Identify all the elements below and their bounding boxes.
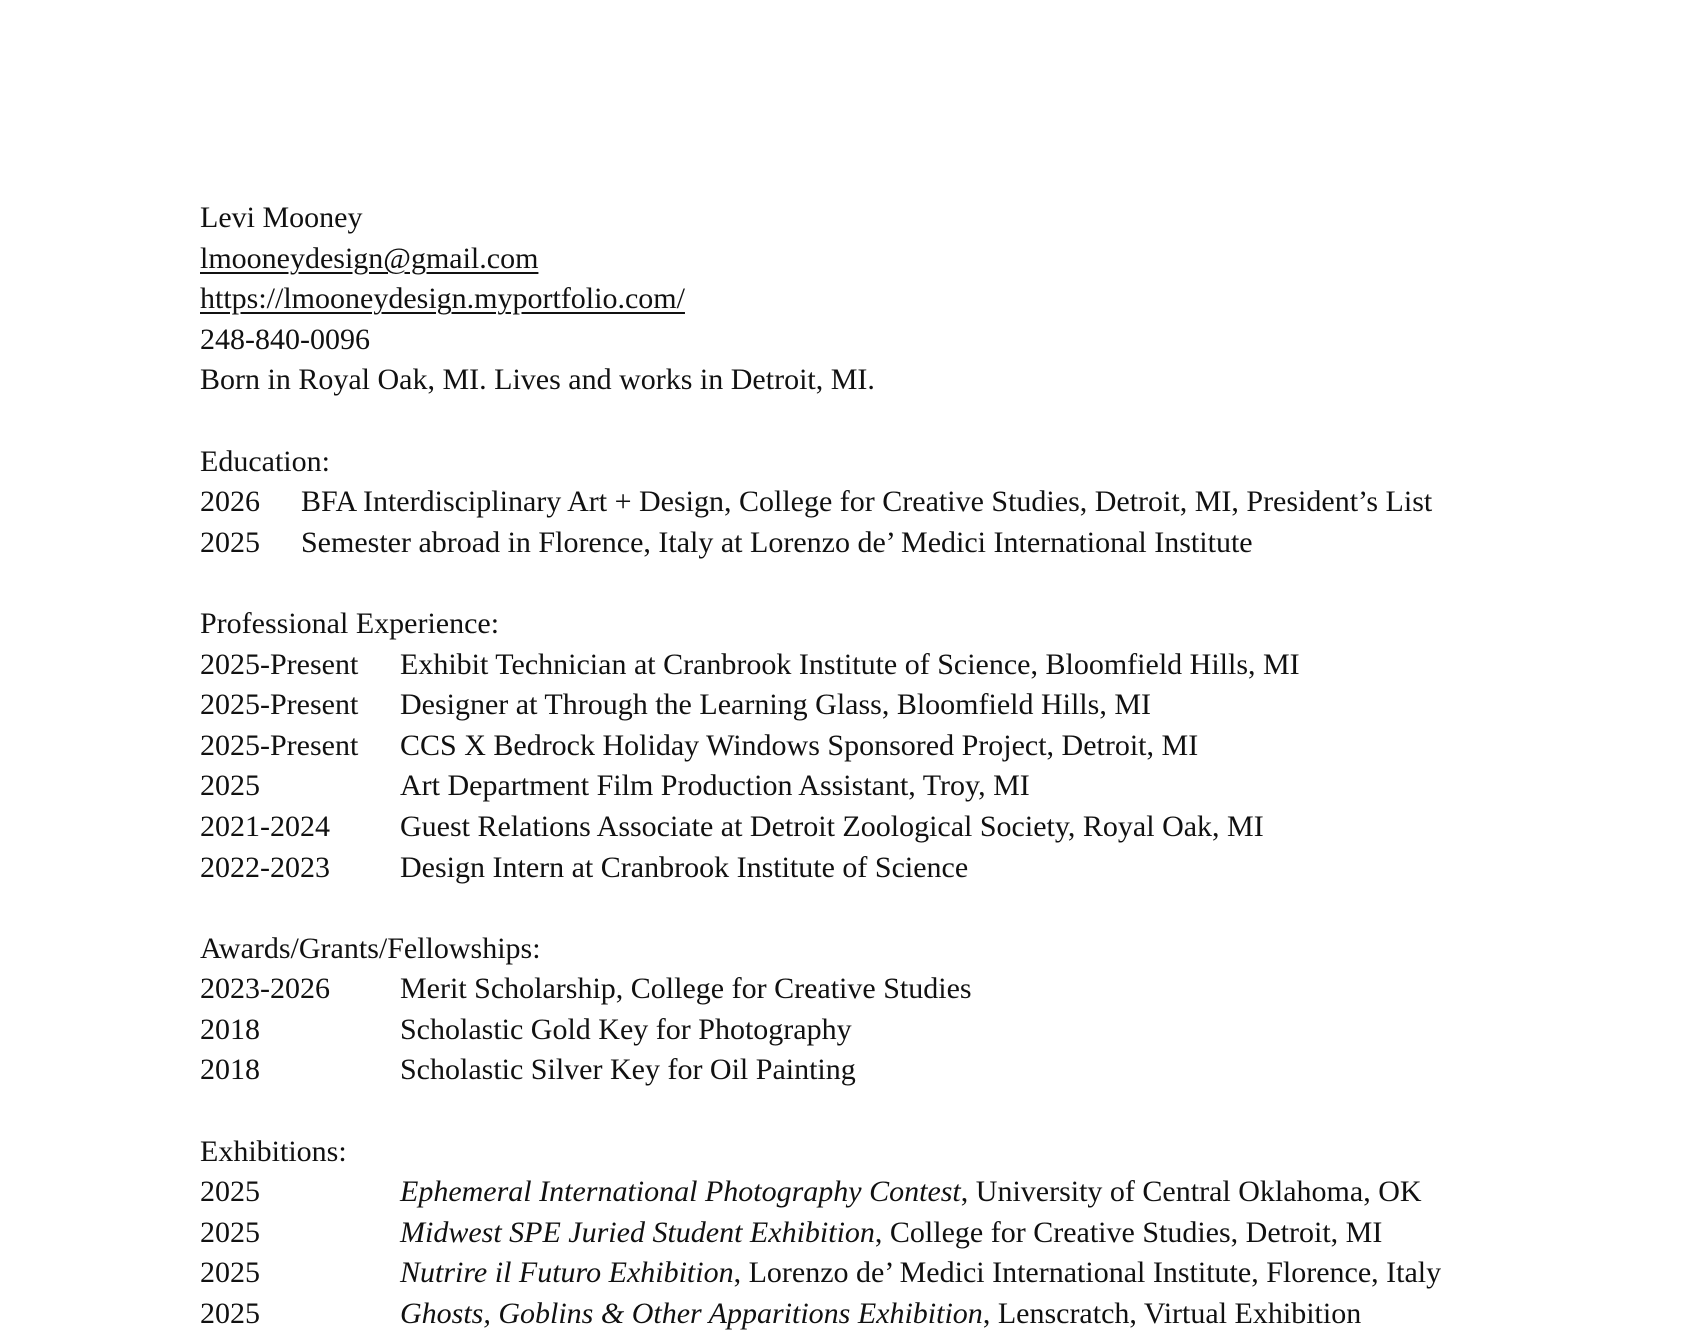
exhibition-venue: , Lorenzo de’ Medici International Institute, Florence, Italy bbox=[733, 1256, 1442, 1290]
contact-phone: 248-840-0096 bbox=[200, 322, 370, 356]
section-spacer bbox=[200, 1091, 1600, 1132]
entry-text bbox=[400, 1172, 1422, 1213]
entry-year: 2025 bbox=[200, 1175, 260, 1209]
experience-section bbox=[200, 604, 1600, 888]
entry-text: Exhibit Technician at Cranbrook Institute of Science, Bloomfield Hills, MI bbox=[400, 647, 1300, 681]
entry-year: 2022-2023 bbox=[200, 850, 330, 884]
experience-entry bbox=[200, 766, 1600, 807]
entry-year: 2025 bbox=[200, 525, 260, 559]
section-spacer bbox=[200, 888, 1600, 929]
entry-year: 2025 bbox=[200, 1297, 260, 1331]
exhibition-venue: , Lenscratch, Virtual Exhibition bbox=[982, 1297, 1362, 1331]
exhibition-venue: , University of Central Oklahoma, OK bbox=[960, 1175, 1422, 1209]
contact-website-line bbox=[200, 279, 1600, 320]
entry-text: Art Department Film Production Assistant, Troy, MI bbox=[400, 769, 1030, 803]
entry-text bbox=[400, 1213, 1382, 1254]
exhibition-title: Nutrire il Futuro Exhibition bbox=[400, 1256, 734, 1290]
entry-text: Semester abroad in Florence, Italy at Lorenzo de’ Medici International Institute bbox=[301, 525, 1253, 559]
exhibition-entry bbox=[200, 1253, 1600, 1294]
exhibition-venue: , College for Creative Studies, Detroit, MI bbox=[874, 1215, 1383, 1249]
entry-year: 2018 bbox=[200, 1012, 260, 1046]
exhibition-entry bbox=[200, 1213, 1600, 1254]
entry-text: Designer at Through the Learning Glass, Bloomfield Hills, MI bbox=[400, 688, 1151, 722]
entry-text bbox=[400, 1253, 1441, 1294]
entry-text: Scholastic Gold Key for Photography bbox=[400, 1012, 852, 1046]
entry-text: Merit Scholarship, College for Creative Studies bbox=[400, 972, 972, 1006]
entry-text: CCS X Bedrock Holiday Windows Sponsored Project, Detroit, MI bbox=[400, 728, 1199, 762]
entry-year: 2025 bbox=[200, 1215, 260, 1249]
entry-year: 2025-Present bbox=[200, 728, 359, 762]
entry-year: 2025-Present bbox=[200, 688, 359, 722]
exhibition-title: Ephemeral International Photography Contest bbox=[400, 1175, 961, 1209]
contact-email-line bbox=[200, 239, 1600, 280]
entry-text: Scholastic Silver Key for Oil Painting bbox=[400, 1053, 856, 1087]
contact-bio: Born in Royal Oak, MI. Lives and works in Detroit, MI. bbox=[200, 363, 875, 397]
entry-year: 2026 bbox=[200, 485, 260, 519]
website-link[interactable]: https://lmooneydesign.myportfolio.com/ bbox=[200, 282, 685, 316]
entry-year: 2021-2024 bbox=[200, 809, 330, 843]
experience-entry bbox=[200, 645, 1600, 686]
contact-name: Levi Mooney bbox=[200, 201, 363, 234]
exhibition-title: Ghosts, Goblins & Other Apparitions Exhibition bbox=[400, 1297, 983, 1331]
entry-year: 2025 bbox=[200, 769, 260, 803]
exhibitions-heading: Exhibitions: bbox=[200, 1134, 347, 1168]
award-entry bbox=[200, 1050, 1600, 1091]
entry-text: Guest Relations Associate at Detroit Zoological Society, Royal Oak, MI bbox=[400, 809, 1264, 843]
entry-year: 2018 bbox=[200, 1053, 260, 1087]
section-spacer bbox=[200, 401, 1600, 442]
experience-heading: Professional Experience: bbox=[200, 606, 500, 640]
email-link[interactable]: lmooneydesign@gmail.com bbox=[200, 241, 539, 275]
exhibition-title: Midwest SPE Juried Student Exhibition bbox=[400, 1215, 875, 1249]
education-entry bbox=[200, 523, 1600, 564]
awards-heading: Awards/Grants/Fellowships: bbox=[200, 931, 541, 965]
entry-year: 2023-2026 bbox=[200, 972, 330, 1006]
entry-year: 2025 bbox=[200, 1256, 260, 1290]
experience-entry bbox=[200, 807, 1600, 848]
entry-text: BFA Interdisciplinary Art + Design, College for Creative Studies, Detroit, MI, President’s List bbox=[301, 485, 1433, 519]
experience-entry bbox=[200, 685, 1600, 726]
section-spacer bbox=[200, 563, 1600, 604]
awards-section bbox=[200, 929, 1600, 1091]
education-heading: Education: bbox=[200, 444, 330, 478]
resume-page bbox=[200, 198, 1600, 1335]
experience-entry bbox=[200, 848, 1600, 889]
education-entry bbox=[200, 482, 1600, 523]
exhibitions-section bbox=[200, 1132, 1600, 1335]
exhibition-entry bbox=[200, 1172, 1600, 1213]
award-entry bbox=[200, 969, 1600, 1010]
experience-entry bbox=[200, 726, 1600, 767]
entry-year: 2025-Present bbox=[200, 647, 359, 681]
award-entry bbox=[200, 1010, 1600, 1051]
education-section bbox=[200, 442, 1600, 564]
entry-text: Design Intern at Cranbrook Institute of Science bbox=[400, 850, 969, 884]
